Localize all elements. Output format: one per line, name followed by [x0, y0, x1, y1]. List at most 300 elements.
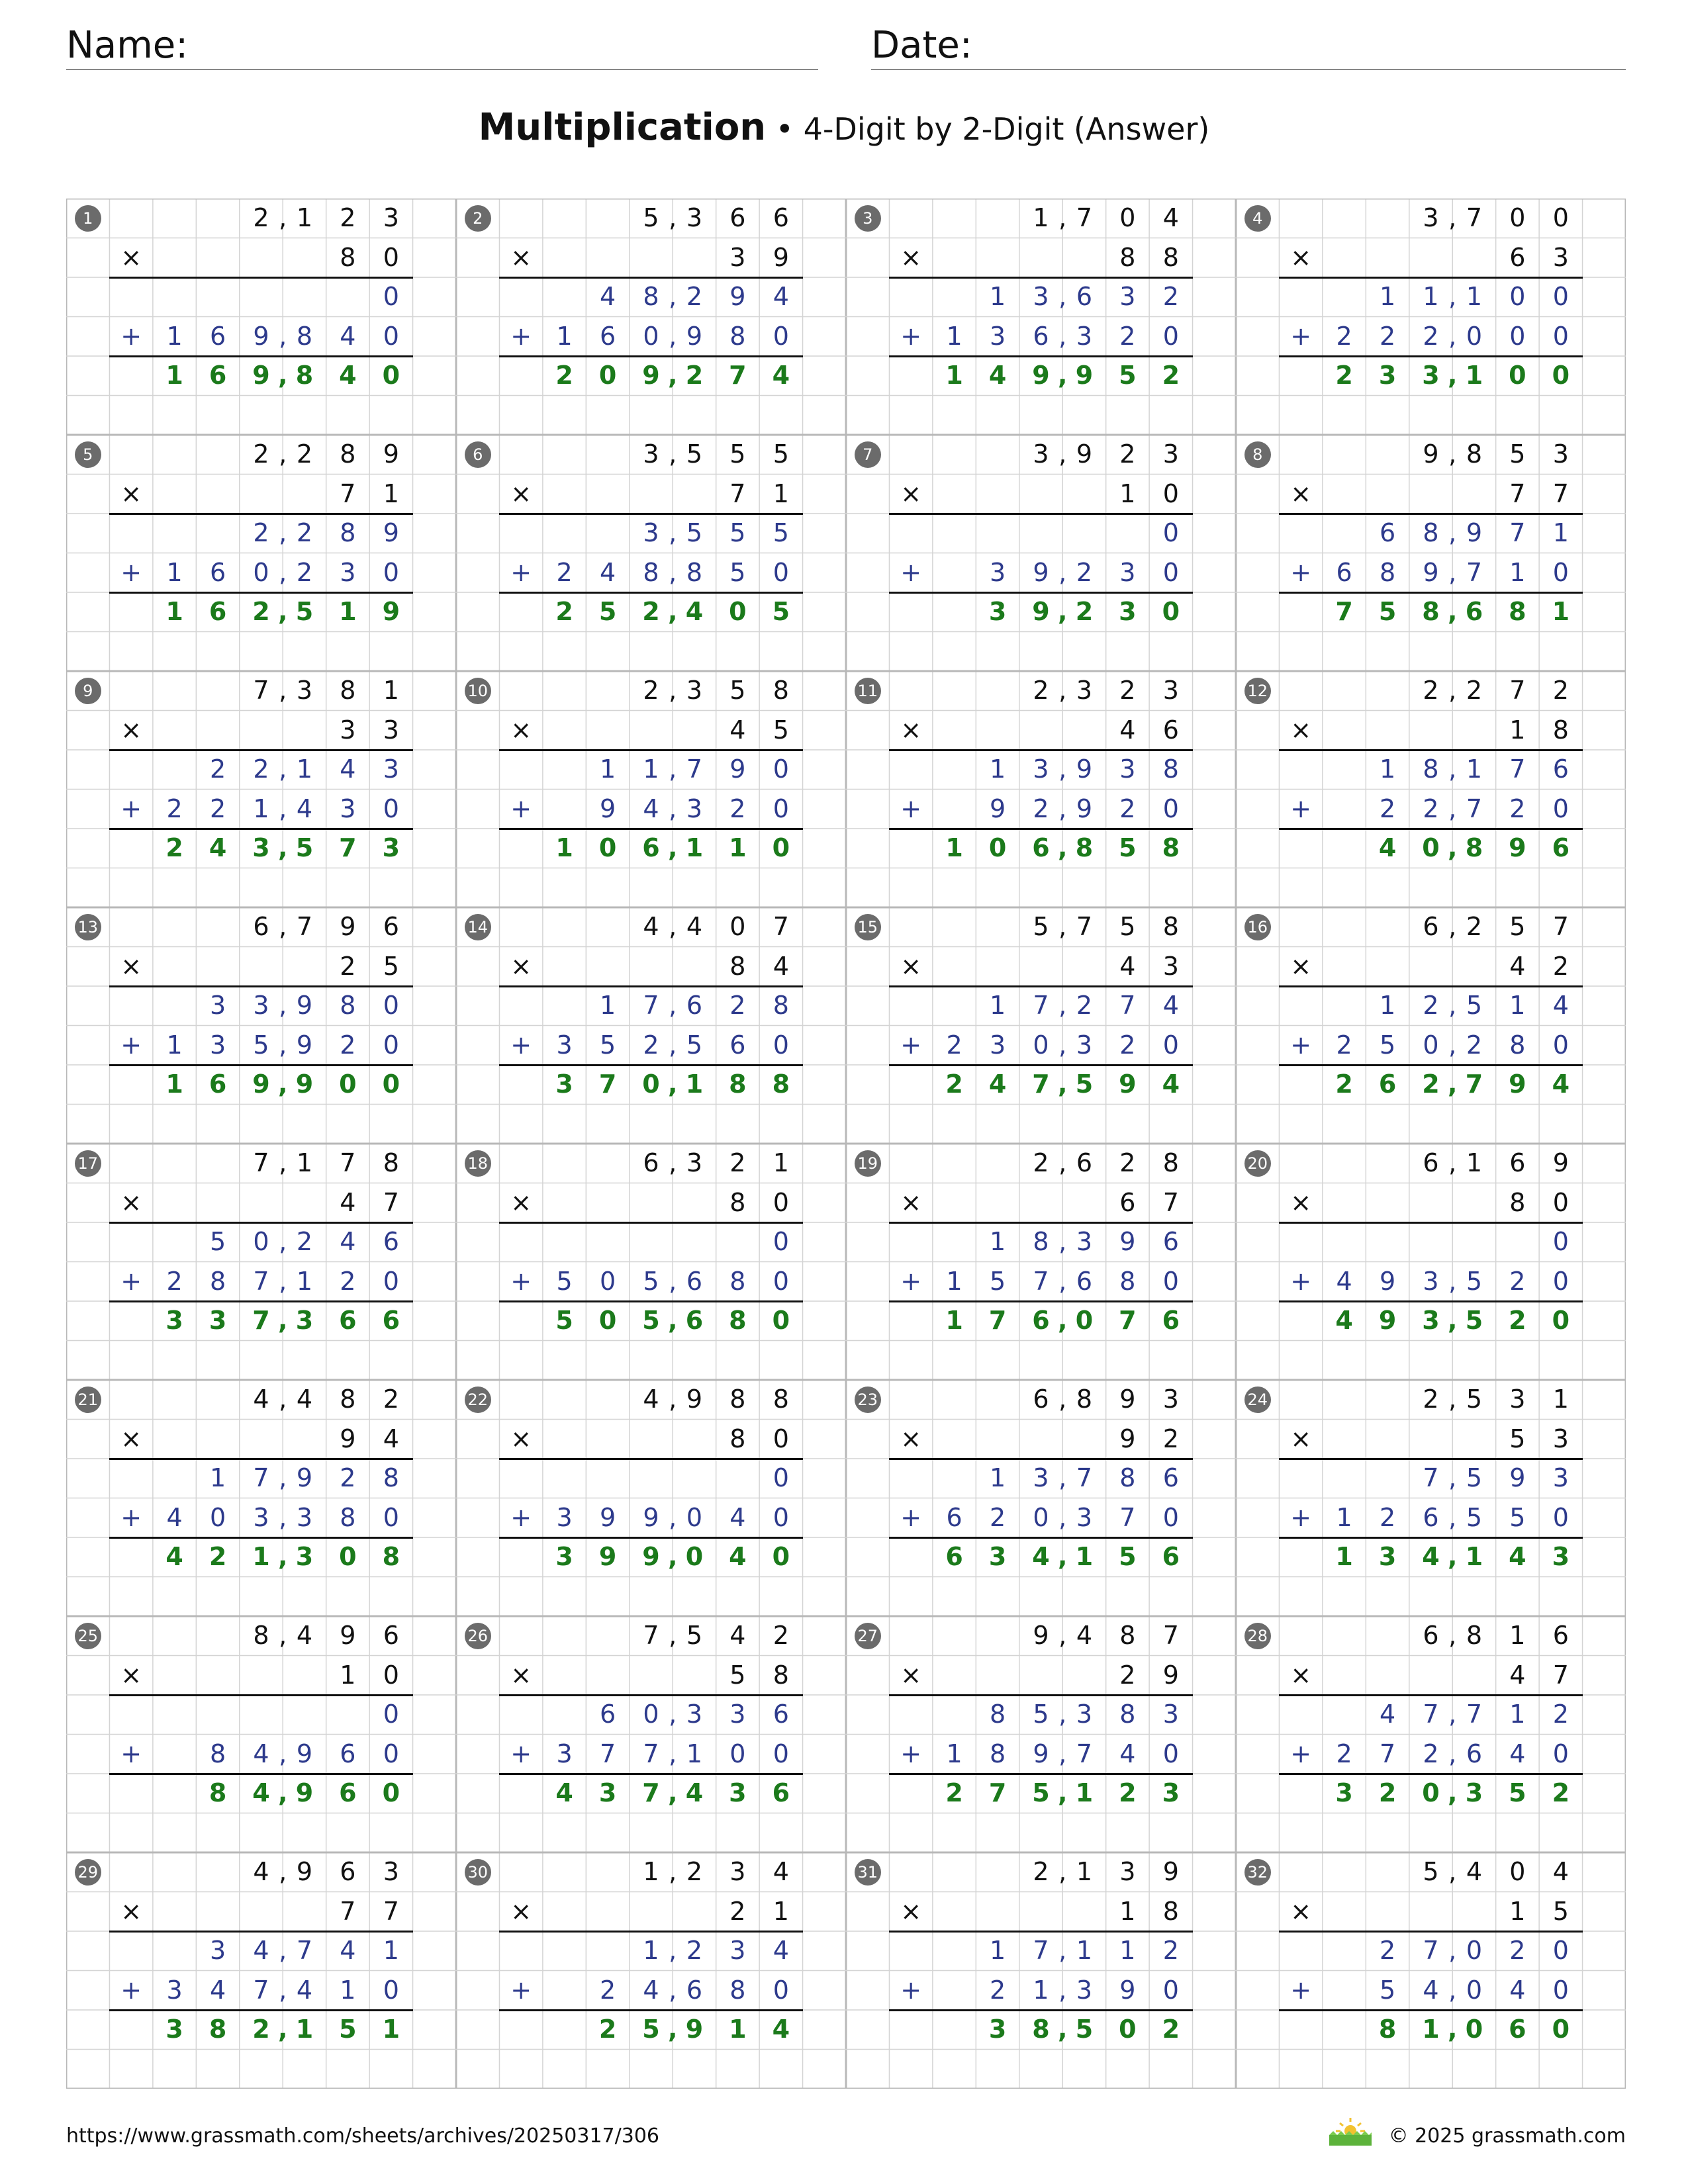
multiplier-digit: 8: [1162, 242, 1179, 272]
answer-digit: 2: [1162, 361, 1180, 390]
partial-product-2-digit: 1: [166, 321, 183, 351]
plus-sign: +: [120, 321, 142, 351]
answer-digit: 5: [1119, 833, 1137, 862]
answer-comma: ,: [668, 1542, 678, 1571]
problem-number-badge: 22: [465, 1387, 491, 1413]
partial-product-1-digit: 0: [1552, 282, 1569, 311]
partial-product-2-digit: 3: [989, 321, 1006, 351]
answer-comma: ,: [1058, 833, 1068, 862]
name-line[interactable]: [66, 69, 818, 70]
footer-url[interactable]: https://www.grassmath.com/sheets/archives/20250317/306: [66, 2124, 660, 2148]
partial-product-2-digit: 5: [1379, 1975, 1396, 2005]
answer-digit: 3: [988, 1542, 1007, 1571]
answer-digit: 8: [382, 1542, 400, 1571]
partial-product-2-comma: ,: [279, 1266, 287, 1296]
partial-product-2-digit: 2: [340, 1030, 356, 1060]
answer-digit: 3: [988, 2015, 1007, 2044]
times-sign: ×: [510, 1187, 532, 1217]
answer-digit: 6: [209, 361, 227, 390]
multiplier-digit: 7: [383, 1896, 399, 1926]
multiplicand-digit: 2: [1119, 439, 1136, 469]
partial-product-1-digit: 5: [686, 518, 703, 547]
answer-rule-line: [499, 2009, 802, 2011]
multiplier-digit: 6: [1509, 242, 1526, 272]
answer-digit: 3: [1335, 1778, 1353, 1807]
answer-digit: 4: [988, 1069, 1007, 1099]
partial-product-1-digit: 2: [729, 991, 746, 1020]
answer-digit: 2: [165, 833, 183, 862]
partial-product-1-digit: 7: [1509, 754, 1526, 784]
answer-digit: 0: [772, 833, 790, 862]
date-line[interactable]: [871, 69, 1626, 70]
plus-sign: +: [900, 1266, 922, 1296]
answer-digit: 3: [1119, 597, 1137, 626]
answer-rule-line: [109, 828, 412, 830]
partial-product-2-digit: 5: [643, 1266, 659, 1296]
partial-product-2-digit: 9: [296, 1030, 313, 1060]
answer-rule-line: [889, 1064, 1192, 1066]
plus-sign: +: [900, 1975, 922, 2005]
multiplicand-digit: 6: [1423, 1621, 1439, 1650]
partial-product-1-digit: 0: [773, 1463, 789, 1492]
multiplicand-digit: 5: [1423, 1857, 1439, 1886]
partial-product-1-comma: ,: [1058, 1227, 1067, 1256]
plus-sign: +: [510, 1266, 532, 1296]
answer-rule-line: [499, 513, 802, 515]
answer-digit: 6: [339, 1778, 357, 1807]
partial-product-2-digit: 1: [166, 1030, 183, 1060]
partial-product-1-digit: 2: [1162, 282, 1179, 311]
partial-product-2-digit: 7: [1033, 1266, 1049, 1296]
answer-rule-line: [109, 1222, 412, 1224]
multiplicand-comma: ,: [1058, 439, 1067, 469]
partial-product-1-digit: 3: [729, 1936, 746, 1965]
partial-product-2-digit: 2: [1423, 321, 1439, 351]
answer-rule-line: [109, 513, 412, 515]
partial-product-2-digit: 3: [340, 794, 356, 823]
multiplicand-digit: 0: [1509, 203, 1526, 232]
partial-product-2-digit: 3: [1076, 1030, 1093, 1060]
answer-rule-line: [1279, 985, 1582, 987]
partial-product-1-digit: 1: [1509, 991, 1526, 1020]
partial-product-1-digit: 8: [383, 1463, 399, 1492]
partial-product-2-digit: 6: [686, 1266, 703, 1296]
partial-product-1-digit: 0: [643, 1700, 659, 1729]
answer-digit: 5: [1465, 1306, 1483, 1335]
multiplier-digit: 4: [340, 1187, 356, 1217]
partial-product-2-digit: 0: [383, 1502, 399, 1532]
partial-product-1-digit: 7: [1076, 1463, 1093, 1492]
multiplier-digit: 9: [1119, 1424, 1136, 1453]
multiplicand-comma: ,: [1448, 1148, 1457, 1177]
partial-product-1-digit: 7: [1033, 1936, 1049, 1965]
answer-digit: 1: [165, 1069, 183, 1099]
multiplier-digit: 4: [1119, 715, 1136, 745]
multiplier-digit: 2: [1552, 951, 1569, 981]
answer-digit: 3: [295, 1542, 314, 1571]
answer-rule-line: [889, 985, 1192, 987]
multiplicand-comma: ,: [1448, 439, 1457, 469]
multiplicand-comma: ,: [1448, 1385, 1457, 1414]
plus-sign: +: [900, 1030, 922, 1060]
answer-digit: 6: [382, 1306, 400, 1335]
answer-digit: 0: [339, 1069, 357, 1099]
multiplicand-comma: ,: [279, 1857, 287, 1886]
partial-product-1-digit: 4: [340, 1227, 356, 1256]
multiplicand-digit: 2: [253, 203, 269, 232]
partial-product-2-digit: 2: [1119, 321, 1136, 351]
times-sign: ×: [1290, 1660, 1312, 1690]
plus-sign: +: [120, 1739, 142, 1768]
answer-rule-line: [499, 592, 802, 594]
answer-digit: 6: [685, 1306, 704, 1335]
partial-product-1-digit: 8: [773, 991, 789, 1020]
multiplier-digit: 3: [1162, 951, 1179, 981]
partial-product-2-comma: ,: [1448, 794, 1457, 823]
answer-digit: 9: [642, 1542, 660, 1571]
partial-product-2-digit: 2: [166, 794, 183, 823]
partial-product-1-comma: ,: [279, 1463, 287, 1492]
multiplier-digit: 7: [340, 478, 356, 508]
times-sign: ×: [120, 1660, 142, 1690]
multiplicand-digit: 1: [1033, 203, 1049, 232]
partial-product-1-digit: 3: [253, 991, 269, 1020]
partial-product-2-digit: 8: [989, 1739, 1006, 1768]
answer-digit: 1: [1075, 1542, 1094, 1571]
partial-product-1-comma: ,: [1058, 1936, 1067, 1965]
times-sign: ×: [1290, 478, 1312, 508]
partial-product-1-digit: 6: [1552, 754, 1569, 784]
answer-digit: 3: [165, 2015, 183, 2044]
answer-digit: 4: [1552, 1069, 1570, 1099]
plus-sign: +: [510, 321, 532, 351]
answer-digit: 6: [1378, 1069, 1397, 1099]
answer-digit: 5: [1119, 1542, 1137, 1571]
partial-product-2-comma: ,: [669, 1739, 677, 1768]
answer-digit: 9: [1378, 1306, 1397, 1335]
answer-rule-line: [109, 985, 412, 987]
partial-product-1-digit: 3: [1033, 282, 1049, 311]
answer-digit: 9: [252, 361, 270, 390]
partial-product-2-digit: 0: [1509, 321, 1526, 351]
answer-comma: ,: [1448, 361, 1458, 390]
partial-product-2-digit: 7: [599, 1739, 616, 1768]
plus-sign: +: [510, 1975, 532, 2005]
multiplicand-digit: 1: [296, 1148, 313, 1177]
partial-product-2-comma: ,: [1058, 557, 1067, 587]
answer-digit: 5: [1509, 1778, 1526, 1807]
partial-product-1-comma: ,: [1058, 282, 1067, 311]
answer-digit: 7: [1465, 1069, 1483, 1099]
multiplicand-digit: 9: [1162, 1857, 1179, 1886]
answer-digit: 1: [1335, 1542, 1353, 1571]
partial-product-2-digit: 1: [253, 794, 269, 823]
answer-rule-line: [889, 828, 1192, 830]
answer-digit: 4: [1335, 1306, 1353, 1335]
answer-digit: 2: [1075, 597, 1094, 626]
partial-product-2-digit: 0: [209, 1502, 226, 1532]
multiplicand-digit: 4: [729, 1621, 746, 1650]
partial-product-2-digit: 0: [773, 1030, 789, 1060]
answer-digit: 4: [1422, 1542, 1440, 1571]
multiplier-digit: 3: [383, 715, 399, 745]
answer-digit: 7: [988, 1778, 1007, 1807]
answer-digit: 9: [642, 361, 660, 390]
partial-product-1-comma: ,: [1448, 1463, 1457, 1492]
partial-product-1-digit: 3: [729, 1700, 746, 1729]
partial-product-2-digit: 0: [1162, 557, 1179, 587]
multiplicand-digit: 8: [1466, 1621, 1483, 1650]
partial-product-2-digit: 1: [1033, 1975, 1049, 2005]
plus-sign: +: [900, 794, 922, 823]
plus-sign: +: [510, 1739, 532, 1768]
plus-sign: +: [900, 321, 922, 351]
partial-product-2-digit: 2: [1423, 1739, 1439, 1768]
answer-digit: 8: [209, 2015, 227, 2044]
partial-product-2-comma: ,: [1058, 321, 1067, 351]
partial-product-2-digit: 4: [166, 1502, 183, 1532]
partial-product-2-digit: 3: [296, 1502, 313, 1532]
partial-product-2-digit: 0: [773, 557, 789, 587]
partial-product-1-digit: 2: [296, 518, 313, 547]
answer-rule-line: [889, 1773, 1192, 1775]
answer-digit: 0: [598, 361, 617, 390]
partial-product-2-digit: 0: [1466, 1975, 1483, 2005]
times-sign: ×: [900, 1660, 922, 1690]
answer-rule-line: [499, 1537, 802, 1539]
partial-product-1-digit: 1: [296, 754, 313, 784]
partial-product-1-digit: 6: [599, 1700, 616, 1729]
times-sign: ×: [120, 951, 142, 981]
partial-product-1-digit: 2: [1076, 991, 1093, 1020]
partial-product-2-comma: ,: [669, 557, 677, 587]
multiplier-digit: 8: [1162, 1896, 1179, 1926]
partial-product-2-digit: 4: [729, 1502, 746, 1532]
multiplicand-digit: 2: [1552, 676, 1569, 705]
multiplier-digit: 7: [1509, 478, 1526, 508]
answer-digit: 5: [1075, 1069, 1094, 1099]
partial-product-2-digit: 9: [599, 794, 616, 823]
answer-rule-line: [109, 1300, 412, 1302]
plus-sign: +: [1290, 1739, 1312, 1768]
answer-digit: 0: [772, 1306, 790, 1335]
answer-digit: 2: [1162, 2015, 1180, 2044]
partial-product-1-digit: 3: [686, 1700, 703, 1729]
partial-product-2-digit: 6: [340, 1739, 356, 1768]
partial-product-2-digit: 2: [1379, 321, 1396, 351]
partial-product-2-digit: 4: [1423, 1975, 1439, 2005]
partial-product-1-comma: ,: [1448, 991, 1457, 1020]
times-sign: ×: [120, 1187, 142, 1217]
multiplier-digit: 1: [383, 478, 399, 508]
answer-digit: 8: [295, 361, 314, 390]
multiplicand-comma: ,: [669, 439, 677, 469]
partial-product-1-digit: 7: [1423, 1463, 1439, 1492]
partial-product-1-digit: 2: [253, 518, 269, 547]
multiplicand-digit: 6: [253, 912, 269, 941]
problem-number-badge: 31: [855, 1859, 881, 1886]
partial-product-2-digit: 7: [643, 1739, 659, 1768]
multiplicand-digit: 4: [253, 1857, 269, 1886]
problem-number-badge: 16: [1244, 914, 1271, 940]
multiplier-digit: 7: [729, 478, 746, 508]
times-sign: ×: [900, 715, 922, 745]
multiplicand-digit: 5: [1509, 912, 1526, 941]
multiplicand-digit: 8: [773, 1385, 789, 1414]
partial-product-1-digit: 5: [209, 1227, 226, 1256]
partial-product-2-digit: 4: [209, 1975, 226, 2005]
answer-digit: 7: [988, 1306, 1007, 1335]
multiplicand-digit: 3: [1076, 676, 1093, 705]
partial-product-2-comma: ,: [279, 1030, 287, 1060]
multiplicand-digit: 7: [253, 676, 269, 705]
answer-digit: 0: [1075, 1306, 1094, 1335]
multiplier-digit: 2: [1119, 1660, 1136, 1690]
partial-product-1-digit: 3: [1076, 1700, 1093, 1729]
partial-product-2-digit: 2: [209, 794, 226, 823]
partial-product-2-digit: 0: [1552, 321, 1569, 351]
partial-product-2-digit: 1: [1336, 1502, 1352, 1532]
answer-digit: 2: [1422, 1069, 1440, 1099]
partial-product-1-comma: ,: [1448, 282, 1457, 311]
partial-product-1-digit: 1: [1509, 1700, 1526, 1729]
multiplicand-digit: 8: [1162, 1148, 1179, 1177]
partial-product-2-digit: 2: [1119, 1030, 1136, 1060]
partial-product-2-digit: 9: [1076, 794, 1093, 823]
times-sign: ×: [120, 242, 142, 272]
multiplicand-comma: ,: [669, 1857, 677, 1886]
multiplier-digit: 4: [1119, 951, 1136, 981]
partial-product-2-digit: 6: [209, 557, 226, 587]
partial-product-2-digit: 1: [296, 1266, 313, 1296]
partial-product-1-comma: ,: [669, 991, 677, 1020]
answer-comma: ,: [1058, 361, 1068, 390]
partial-product-1-digit: 1: [643, 754, 659, 784]
partial-product-1-digit: 5: [1466, 1463, 1483, 1492]
multiplicand-digit: 9: [1033, 1621, 1049, 1650]
partial-product-2-digit: 0: [773, 1266, 789, 1296]
name-label: Name:: [66, 24, 189, 67]
multiplicand-digit: 1: [296, 203, 313, 232]
answer-digit: 3: [1162, 1778, 1180, 1807]
answer-comma: ,: [278, 597, 288, 626]
multiplier-digit: 4: [1509, 951, 1526, 981]
times-sign: ×: [510, 715, 532, 745]
partial-product-1-digit: 4: [340, 754, 356, 784]
partial-product-1-digit: 4: [253, 1936, 269, 1965]
partial-product-2-digit: 0: [1033, 1502, 1049, 1532]
partial-product-2-digit: 0: [773, 1502, 789, 1532]
multiplicand-digit: 7: [340, 1148, 356, 1177]
answer-rule-line: [1279, 277, 1582, 279]
partial-product-2-digit: 2: [989, 1502, 1006, 1532]
partial-product-1-digit: 3: [1119, 282, 1136, 311]
times-sign: ×: [1290, 715, 1312, 745]
times-sign: ×: [510, 1896, 532, 1926]
answer-digit: 0: [1162, 597, 1180, 626]
answer-digit: 0: [729, 597, 747, 626]
partial-product-2-digit: 3: [989, 557, 1006, 587]
partial-product-1-digit: 8: [1033, 1227, 1049, 1256]
partial-product-2-digit: 3: [1076, 1975, 1093, 2005]
answer-digit: 1: [729, 833, 747, 862]
problem-number-badge: 21: [75, 1387, 101, 1413]
multiplicand-digit: 8: [340, 1385, 356, 1414]
partial-product-2-digit: 3: [556, 1502, 573, 1532]
multiplier-digit: 0: [383, 242, 399, 272]
answer-digit: 7: [598, 1069, 617, 1099]
problem-number-badge: 7: [855, 441, 881, 468]
plus-sign: +: [1290, 1502, 1312, 1532]
plus-sign: +: [120, 1975, 142, 2005]
answer-comma: ,: [668, 1069, 678, 1099]
multiplier-digit: 1: [1119, 478, 1136, 508]
partial-product-2-digit: 0: [253, 557, 269, 587]
plus-sign: +: [510, 794, 532, 823]
multiplicand-digit: 2: [1119, 676, 1136, 705]
answer-digit: 1: [165, 361, 183, 390]
partial-product-1-digit: 4: [1162, 991, 1179, 1020]
partial-product-2-digit: 0: [1552, 1739, 1569, 1768]
partial-product-1-digit: 1: [989, 282, 1006, 311]
partial-product-2-digit: 9: [599, 1502, 616, 1532]
answer-rule-line: [109, 749, 412, 751]
partial-product-2-digit: 0: [729, 1739, 746, 1768]
answer-digit: 8: [1075, 833, 1094, 862]
answer-digit: 6: [642, 833, 660, 862]
answer-digit: 6: [772, 1778, 790, 1807]
multiplier-digit: 8: [1552, 715, 1569, 745]
answer-digit: 7: [642, 1778, 660, 1807]
multiplicand-comma: ,: [669, 676, 677, 705]
multiplicand-digit: 7: [1076, 912, 1093, 941]
problem-number-badge: 19: [855, 1150, 881, 1177]
answer-digit: 1: [945, 361, 963, 390]
answer-digit: 5: [642, 2015, 660, 2044]
multiplicand-comma: ,: [1058, 1621, 1067, 1650]
answer-digit: 4: [1378, 833, 1397, 862]
partial-product-2-comma: ,: [1448, 1030, 1457, 1060]
answer-digit: 3: [555, 1069, 573, 1099]
answer-rule-line: [1279, 1694, 1582, 1696]
partial-product-2-digit: 7: [1466, 557, 1483, 587]
multiplicand-digit: 0: [1509, 1857, 1526, 1886]
partial-product-1-digit: 0: [1552, 1936, 1569, 1965]
answer-digit: 2: [209, 1542, 227, 1571]
partial-product-2-digit: 1: [556, 321, 573, 351]
times-sign: ×: [120, 1896, 142, 1926]
partial-product-1-comma: ,: [1448, 1700, 1457, 1729]
plus-sign: +: [1290, 321, 1312, 351]
multiplier-digit: 5: [729, 1660, 746, 1690]
multiplicand-digit: 6: [1552, 1621, 1569, 1650]
multiplicand-digit: 3: [686, 676, 703, 705]
answer-digit: 8: [772, 1069, 790, 1099]
partial-product-2-comma: ,: [669, 1502, 677, 1532]
partial-product-1-digit: 7: [1119, 991, 1136, 1020]
multiplicand-digit: 5: [729, 676, 746, 705]
partial-product-2-digit: 2: [1379, 1502, 1396, 1532]
multiplicand-comma: ,: [1448, 203, 1457, 232]
partial-product-1-digit: 8: [989, 1700, 1006, 1729]
answer-digit: 9: [252, 1069, 270, 1099]
multiplier-digit: 8: [1119, 242, 1136, 272]
problem-number-badge: 20: [1244, 1150, 1271, 1177]
partial-product-1-digit: 8: [1162, 754, 1179, 784]
answer-digit: 4: [685, 1778, 704, 1807]
multiplier-digit: 4: [383, 1424, 399, 1453]
answer-comma: ,: [278, 1069, 288, 1099]
